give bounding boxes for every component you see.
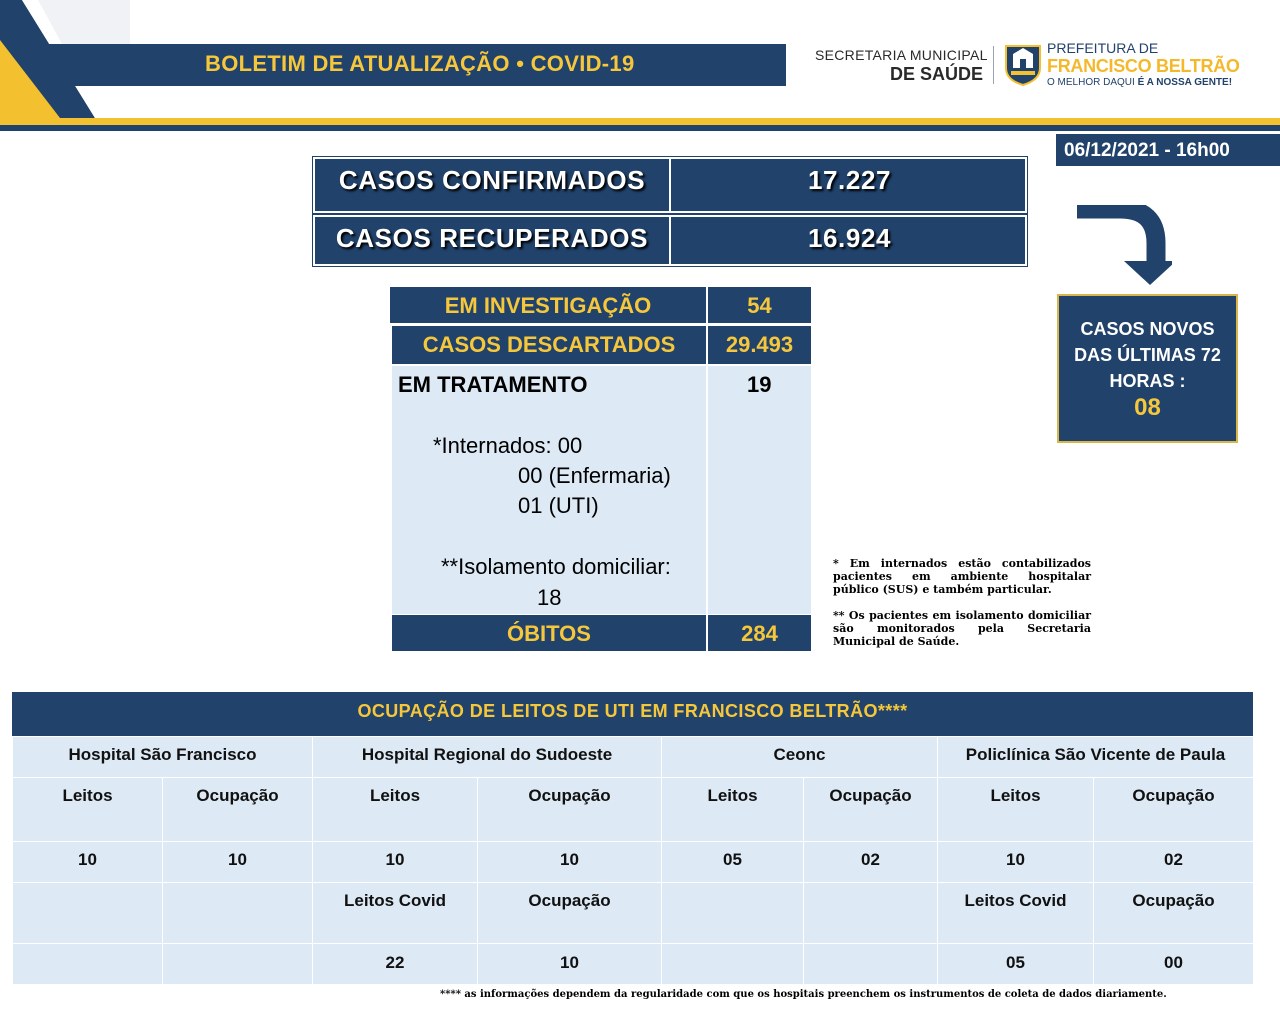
uti-text: 01 (UTI) (518, 493, 599, 518)
table-cell: 10 (13, 842, 163, 883)
table-cell (662, 883, 804, 944)
tratamento-divider (706, 366, 708, 614)
col-ocupacao: Ocupação (478, 883, 662, 944)
table-row (13, 842, 1254, 883)
column-label-row-covid (13, 883, 1254, 944)
internados-text: *Internados: 00 (433, 433, 583, 458)
col-leitos: Leitos (938, 778, 1094, 842)
col-ocupacao: Ocupação (1094, 883, 1254, 944)
descartados-label: CASOS DESCARTADOS (392, 326, 708, 364)
table-cell: 02 (804, 842, 938, 883)
page-title: BOLETIM DE ATUALIZAÇÃO • COVID-19 (205, 51, 635, 76)
confirmados-row (313, 157, 1027, 213)
header-divider (993, 46, 994, 84)
casos-novos-box (1057, 294, 1238, 443)
isolamento-text: **Isolamento domiciliar: (441, 554, 671, 579)
table-cell (13, 944, 163, 985)
col-leitos: Leitos (313, 778, 478, 842)
col-leitos-covid: Leitos Covid (313, 883, 478, 944)
uti-table (12, 736, 1254, 985)
table-cell: 10 (313, 842, 478, 883)
prefeitura-line2: FRANCISCO BELTRÃO (1047, 56, 1240, 76)
investigacao-label: EM INVESTIGAÇÃO (390, 287, 708, 323)
curved-arrow-down-icon (1072, 205, 1172, 295)
confirmados-label: CASOS CONFIRMADOS (315, 159, 671, 211)
descartados-row (392, 326, 811, 364)
investigacao-value: 54 (747, 293, 772, 318)
slogan-prefix: O MELHOR DAQUI (1047, 77, 1138, 88)
recuperados-row (313, 215, 1027, 266)
col-ocupacao: Ocupação (478, 778, 662, 842)
col-leitos-covid: Leitos Covid (938, 883, 1094, 944)
col-leitos: Leitos (13, 778, 163, 842)
col-ocupacao: Ocupação (804, 778, 938, 842)
table-cell (804, 883, 938, 944)
prefeitura-slogan (1047, 77, 1232, 88)
column-label-row (13, 778, 1254, 842)
enfermaria-text: 00 (Enfermaria) (518, 463, 671, 488)
col-ocupacao: Ocupação (163, 778, 313, 842)
col-leitos: Leitos (662, 778, 804, 842)
casos-novos-value: 08 (1134, 394, 1161, 421)
table-cell: 10 (478, 944, 662, 985)
table-cell (13, 883, 163, 944)
note-isolamento: ** Os pacientes em isolamento domiciliar são monitorados pela Secretaria Municipal de Saúde. (833, 609, 1091, 648)
uti-table-title: OCUPAÇÃO DE LEITOS DE UTI EM FRANCISCO BELTRÃO**** (12, 692, 1253, 736)
slogan-bold: É A NOSSA GENTE! (1137, 77, 1233, 88)
table-cell: 00 (1094, 944, 1254, 985)
table-cell: 10 (938, 842, 1094, 883)
obitos-row (392, 615, 811, 651)
hospital-name: Hospital Regional do Sudoeste (313, 737, 662, 778)
city-crest-icon (1004, 44, 1042, 86)
table-cell (804, 944, 938, 985)
date-badge: 06/12/2021 - 16h00 (1056, 134, 1280, 166)
table-row (13, 944, 1254, 985)
casos-novos-label (1059, 316, 1236, 394)
secretaria-line2: DE SAÚDE (889, 64, 983, 84)
note-internados: * Em internados estão contabilizados pacientes em ambiente hospitalar público (SUS) e também particular. (833, 557, 1091, 596)
table-cell: 05 (662, 842, 804, 883)
obitos-value: 284 (741, 621, 778, 646)
recuperados-value: 16.924 (807, 223, 892, 253)
tratamento-value: 19 (747, 372, 772, 397)
table-cell (163, 883, 313, 944)
header-stripe-yellow (0, 118, 1280, 125)
table-cell: 22 (313, 944, 478, 985)
investigacao-row (390, 287, 811, 323)
table-cell: 02 (1094, 842, 1254, 883)
hospital-name: Hospital São Francisco (13, 737, 313, 778)
tratamento-label: EM TRATAMENTO (398, 372, 588, 397)
header-stripe-navy (0, 125, 1280, 131)
table-cell (662, 944, 804, 985)
table-cell: 10 (478, 842, 662, 883)
hospital-name: Policlínica São Vicente de Paula (938, 737, 1254, 778)
isolamento-value: 18 (537, 585, 562, 610)
table-cell: 05 (938, 944, 1094, 985)
descartados-value: 29.493 (725, 332, 794, 357)
casos-novos-line: HORAS : (1109, 371, 1186, 391)
hospital-name: Ceonc (662, 737, 938, 778)
casos-novos-line: DAS ÚLTIMAS 72 (1074, 345, 1221, 365)
uti-footnote: **** as informações dependem da regularidade com que os hospitais preenchem os instrumentos de coleta de dados diariamente. (440, 989, 1167, 1000)
col-ocupacao: Ocupação (1094, 778, 1254, 842)
obitos-label: ÓBITOS (392, 615, 708, 651)
hospital-header-row (13, 737, 1254, 778)
table-cell (163, 944, 313, 985)
table-cell: 10 (163, 842, 313, 883)
recuperados-label: CASOS RECUPERADOS (315, 217, 671, 264)
casos-novos-line: CASOS NOVOS (1080, 319, 1215, 339)
secretaria-line1: SECRETARIA MUNICIPAL (815, 47, 988, 63)
confirmados-value: 17.227 (807, 165, 892, 195)
prefeitura-line1: PREFEITURA DE (1047, 40, 1159, 56)
